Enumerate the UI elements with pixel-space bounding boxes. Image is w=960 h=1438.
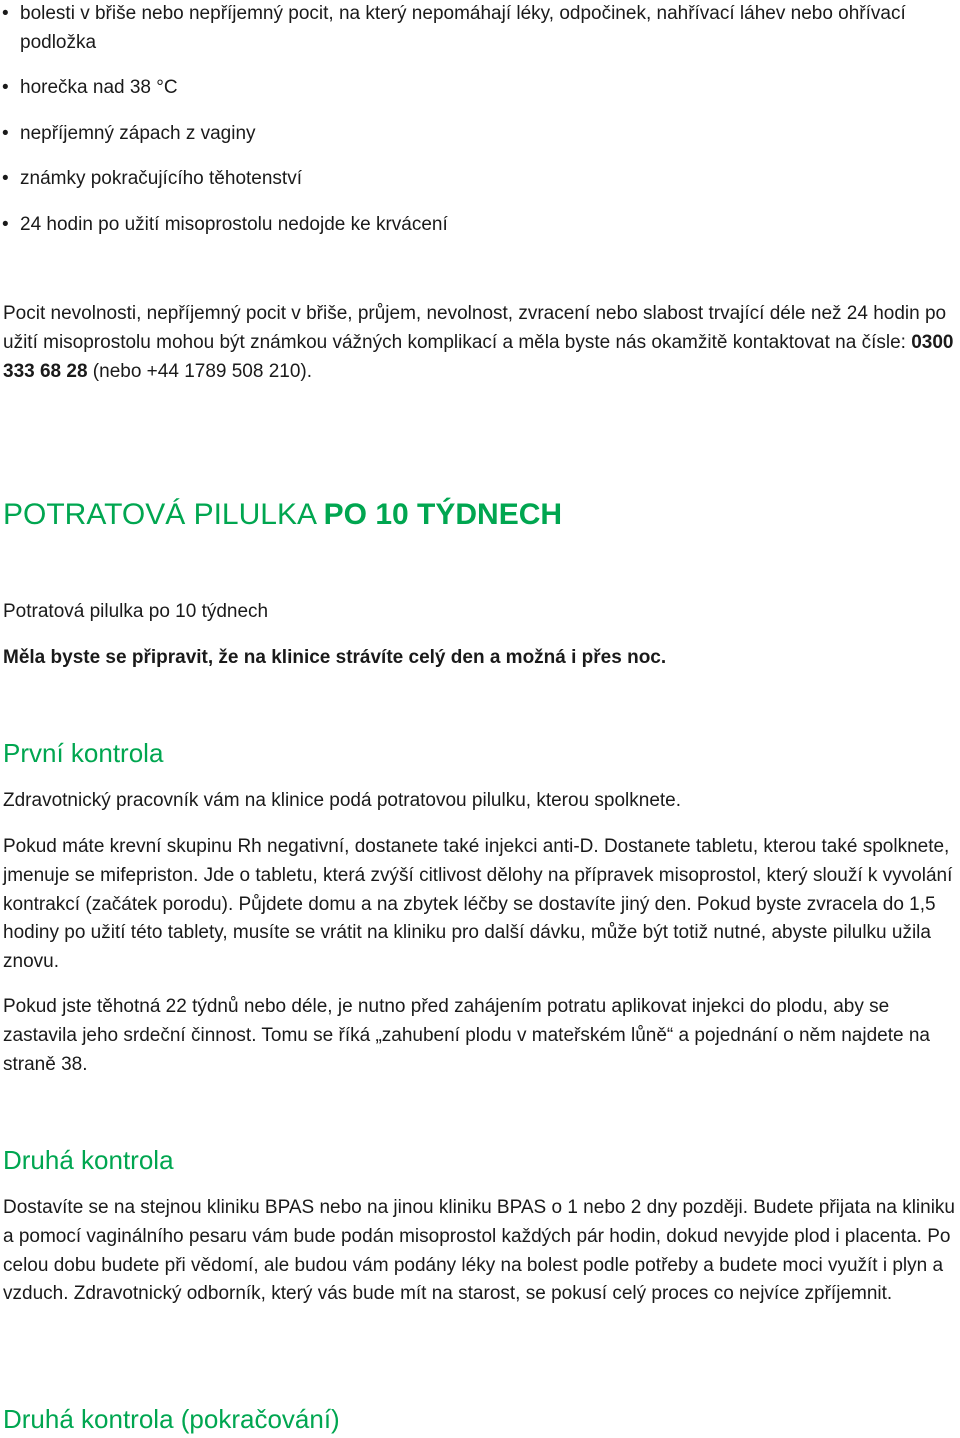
complications-text: Pocit nevolnosti, nepříjemný pocit v břiše, průjem, nevolnost, zvracení nebo slabost trvající déle než 24 hodin po užití misoprostolu mohou být známkou vážných komplikací a měla byste nás okamžitě kontaktovat na čísle: — [3, 303, 947, 353]
complications-paragraph — [3, 300, 958, 386]
phone-number: 0300 333 68 28 — [3, 331, 954, 382]
section-title-normal: POTRATOVÁ PILULKA — [3, 498, 324, 531]
bullet-icon: • — [2, 77, 9, 98]
first-check-paragraph-3: Pokud jste těhotná 22 týdnů nebo déle, je nutno před zahájením potratu aplikovat injekci do plodu, aby se zastavila jeho srdeční činnost. Tomu se říká „zahubení plodu v mateřském lůně“ a pojednání o něm najdete na straně 38. — [3, 996, 930, 1075]
first-check-paragraph-2: Pokud máte krevní skupinu Rh negativní, dostanete také injekci anti-D. Dostanete tabletu, kterou také spolknete, jmenuje se mifepriston. Jde o tabletu, která zvýší citlivost dělohy na přípravek misoprostol, který slouží k vyvolání kontrakcí (začátek porodu). Půjdete domu a na zbytek léčby se dostavíte jiný den. Pokud byste zvracela do 1,5 hodiny po užití této tablety, musíte se vrátit na kliniku pro další dávku, může být totiž nutné, abyste pilulku užila znovu. — [3, 836, 953, 973]
section-note: Měla byste se připravit, že na klinice strávíte celý den a možná i přes noc. — [3, 647, 667, 668]
first-check-title: První kontrola — [3, 738, 164, 768]
section-title-bold: PO 10 TÝDNECH — [323, 498, 563, 531]
list-item — [0, 120, 960, 149]
bullet-icon: • — [2, 3, 9, 24]
list-item — [0, 74, 960, 103]
bullet-icon: • — [2, 168, 9, 189]
list-item-text: známky pokračujícího těhotenství — [20, 168, 302, 189]
second-check-cont-title: Druhá kontrola (pokračování) — [3, 1404, 340, 1434]
list-item — [0, 211, 960, 240]
second-check-paragraph: Dostavíte se na stejnou kliniku BPAS nebo na jinou kliniku BPAS o 1 nebo 2 dny později. Budete přijata na kliniku a pomocí vaginálního pesaru vám bude podán misoprostol každých pár hodin, dokud nevyjde plod i placenta. Po celou dobu budete při vědomí, ale budou vám podány léky na bolest podle potřeby a budete moci využít i plyn a vzduch. Zdravotnický odborník, který vás bude mít na starost, se pokusí celý proces co nejvíce zpříjemnit. — [3, 1197, 955, 1305]
warning-signs-list — [0, 0, 960, 256]
list-item-text: nepříjemný zápach z vaginy — [20, 122, 256, 144]
list-item — [0, 165, 960, 194]
list-item-text: bolesti v břiše nebo nepříjemný pocit, na který nepomáhají léky, odpočinek, nahřívací láhev nebo ohřívací podložka — [20, 3, 906, 53]
list-item — [0, 0, 960, 57]
first-check-paragraph-1: Zdravotnický pracovník vám na klinice podá potratovou pilulku, kterou spolknete. — [3, 790, 682, 811]
second-check-title: Druhá kontrola — [3, 1145, 174, 1175]
bullet-icon: • — [2, 213, 9, 235]
list-item-text: horečka nad 38 °C — [20, 77, 178, 98]
bullet-icon: • — [2, 122, 9, 144]
phone-number-alt: (nebo +44 1789 508 210). — [87, 360, 313, 382]
section-subtitle: Potratová pilulka po 10 týdnech — [3, 601, 269, 622]
list-item-text: 24 hodin po užití misoprostolu nedojde ke krvácení — [20, 213, 448, 235]
section-title — [3, 497, 562, 533]
